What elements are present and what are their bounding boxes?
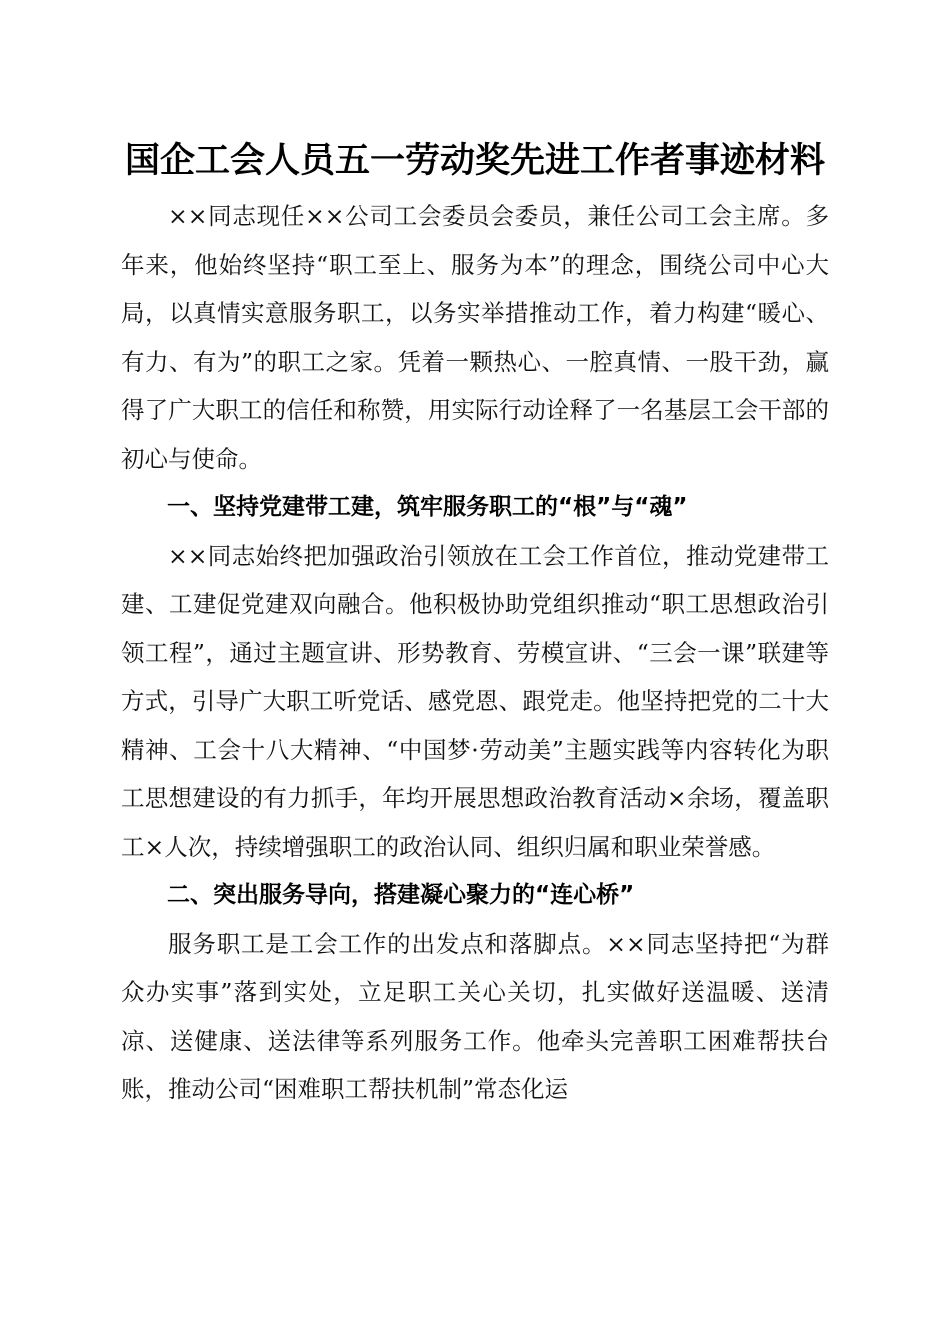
section-2-heading: 二、突出服务导向，搭建凝心聚力的“连心桥”	[167, 882, 635, 908]
section-1-heading: 一、坚持党建带工建，筑牢服务职工的“根”与“魂”	[167, 494, 688, 520]
document-title: 国企工会人员五一劳动奖先进工作者事迹材料	[124, 140, 825, 181]
section-1-paragraph: ××同志始终把加强政治引领放在工会工作首位，推动党建带工建、工建促党建双向融合。他积极协助党组织推动“职工思想政治引领工程”，通过主题宣讲、形势教育、劳模宣讲、“三会一课”联建等方式，引导广大职工听党话、感党恩、跟党走。他坚持把党的二十大精神、工会十八大精神、“中国梦·劳动美”主题实践等内容转化为职工思想建设的有力抓手，年均开展思想政治教育活动×余场，覆盖职工×人次，持续增强职工的政治认同、组织归属和职业荣誉感。	[121, 541, 829, 861]
section-2-paragraph: 服务职工是工会工作的出发点和落脚点。××同志坚持把“为群众办实事”落到实处，立足职工关心关切，扎实做好送温暖、送清凉、送健康、送法律等系列服务工作。他牵头完善职工困难帮扶台账，推动公司“困难职工帮扶机制”常态化运	[121, 929, 829, 1103]
document-body	[121, 192, 829, 1114]
intro-paragraph: ××同志现任××公司工会委员会委员，兼任公司工会主席。多年来，他始终坚持“职工至上、服务为本”的理念，围绕公司中心大局，以真情实意服务职工，以务实举措推动工作，着力构建“暖心、有力、有为”的职工之家。凭着一颗热心、一腔真情、一股干劲，赢得了广大职工的信任和称赞，用实际行动诠释了一名基层工会干部的初心与使命。	[121, 202, 829, 473]
